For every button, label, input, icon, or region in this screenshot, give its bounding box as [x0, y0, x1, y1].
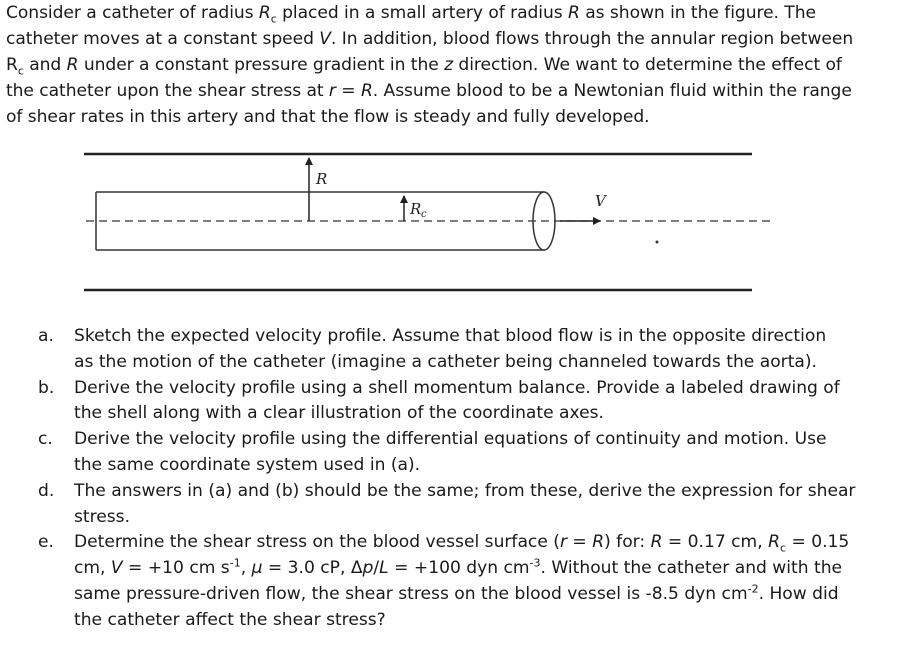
catheter-figure: [0, 140, 912, 300]
radius-R-label: R: [316, 170, 328, 188]
radius-Rc-label: R: [410, 200, 422, 218]
question-d-line-1: The answers in (a) and (b) should be the same; from these, derive the expression for shear: [74, 480, 856, 501]
question-b-line-2: the shell along with a clear illustration of the coordinate axes.: [74, 403, 604, 424]
intro-line-3: $R_c$ and R under a constant pressure gradient in the z direction. We want to determine the effect of: [6, 55, 842, 78]
question-e: [0, 530, 912, 633]
question-list: [0, 324, 912, 634]
question-b: [0, 376, 912, 428]
velocity-V-label: V: [595, 192, 606, 210]
radius-Rc-subscript: c: [421, 209, 427, 220]
question-c-line-2: the same coordinate system used in (a).: [74, 454, 421, 475]
question-e-line-1: Determine the shear stress on the blood vessel surface (r = R) for: R = 0.17 cm, $R_c = 0.15$: [74, 532, 850, 555]
intro-line-4: the catheter upon the shear stress at r = R. Assume blood to be a Newtonian fluid within the range: [6, 81, 852, 101]
intro-line-5: of shear rates in this artery and that the flow is steady and fully developed.: [6, 107, 650, 127]
question-c-line-1: Derive the velocity profile using the differential equations of continuity and motion. Use: [74, 429, 827, 450]
catheter-diagram: [0, 140, 912, 300]
intro-line-1: Consider a catheter of radius $R_c$ placed in a small artery of radius R as shown in the figure. The: [6, 3, 816, 26]
question-e-line-4: the catheter affect the shear stress?: [74, 609, 386, 630]
problem-statement: [6, 0, 906, 130]
question-d-letter: d.: [38, 480, 55, 501]
question-a: [0, 324, 912, 376]
intro-line-2: catheter moves at a constant speed V. In addition, blood flows through the annular region between: [6, 29, 854, 49]
question-c: [0, 427, 912, 479]
question-e-line-3: same pressure-driven flow, the shear stress on the blood vessel is -8.5 dyn $cm^{-2}$. How did: [74, 582, 839, 604]
question-a-line-1: Sketch the expected velocity profile. Assume that blood flow is in the opposite direction: [74, 326, 827, 346]
question-b-line-1: Derive the velocity profile using a shell momentum balance. Provide a labeled drawing of: [74, 377, 840, 398]
question-b-letter: b.: [38, 377, 55, 398]
question-a-letter: a.: [38, 326, 54, 346]
question-a-line-2: as the motion of the catheter (imagine a catheter being channeled towards the aorta).: [74, 351, 817, 372]
question-e-letter: e.: [38, 532, 54, 553]
stray-dot: [656, 241, 659, 244]
question-d-line-2: stress.: [74, 506, 131, 527]
question-e-line-2: cm, V = +10 cm $s^{-1}$, μ = 3.0 cP, Δp/L = +100 dyn $cm^{-3}$. Without the catheter and with the: [74, 556, 843, 579]
question-d: [0, 479, 912, 531]
question-c-letter: c.: [38, 429, 53, 450]
